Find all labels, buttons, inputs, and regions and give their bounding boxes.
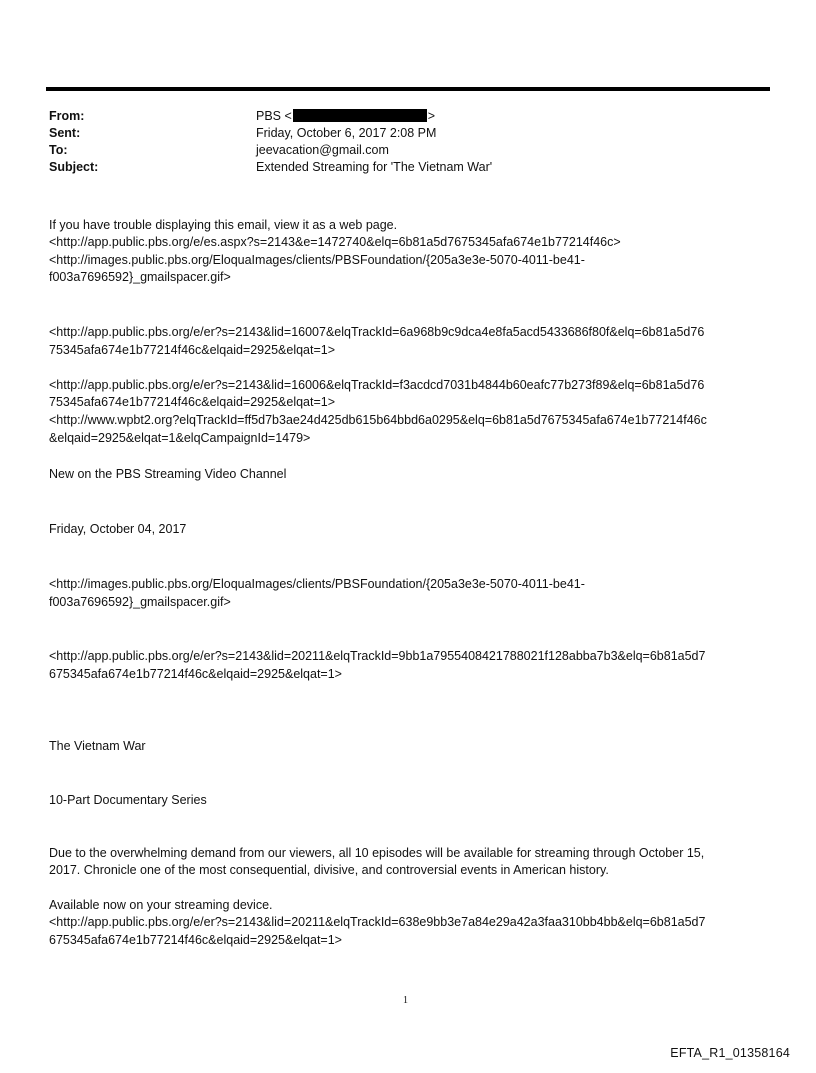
available-now-text: Available now on your streaming device. (49, 898, 273, 912)
from-label: From: (49, 109, 85, 123)
redaction-bar (293, 109, 427, 122)
spacer-image-link-2-line-1[interactable]: <http://images.public.pbs.org/EloquaImages/clients/PBSFoundation/{205a3e3e-5070-4011-be41- (49, 577, 585, 591)
from-row (49, 108, 769, 125)
description-line-1: Due to the overwhelming demand from our viewers, all 10 episodes will be available for streaming through October 15, (49, 846, 705, 860)
from-prefix: PBS < (256, 109, 292, 123)
series-subtitle: 10-Part Documentary Series (49, 793, 207, 807)
tracking-link-16006-line-2[interactable]: 75345afa674e1b77214f46c&elqaid=2925&elqat=1> (49, 395, 336, 409)
sent-row (49, 125, 769, 142)
channel-heading: New on the PBS Streaming Video Channel (49, 467, 287, 481)
from-value (256, 108, 435, 125)
date-line: Friday, October 04, 2017 (49, 522, 187, 536)
email-header (49, 108, 769, 176)
tracking-link-20211a-line-1[interactable]: <http://app.public.pbs.org/e/er?s=2143&lid=20211&elqTrackId=9bb1a7955408421788021f128abba7b3&elq=6b81a5d7 (49, 649, 706, 663)
sent-value: Friday, October 6, 2017 2:08 PM (256, 126, 437, 140)
sent-label: Sent: (49, 126, 81, 140)
subject-row (49, 159, 769, 176)
webpage-link[interactable]: <http://app.public.pbs.org/e/es.aspx?s=2143&e=1472740&elq=6b81a5d7675345afa674e1b77214f46c> (49, 235, 621, 249)
tracking-link-20211b-line-1[interactable]: <http://app.public.pbs.org/e/er?s=2143&lid=20211&elqTrackId=638e9bb3e7a84e29a42a3faa310bb4bb&elq=6b81a5d7 (49, 915, 706, 929)
to-value: jeevacation@gmail.com (256, 143, 389, 157)
subject-label: Subject: (49, 160, 99, 174)
tracking-link-20211b-line-2[interactable]: 675345afa674e1b77214f46c&elqaid=2925&elqat=1> (49, 933, 342, 947)
show-title: The Vietnam War (49, 739, 146, 753)
wpbt2-link-line-2[interactable]: &elqaid=2925&elqat=1&elqCampaignId=1479> (49, 431, 311, 445)
description-line-2: 2017. Chronicle one of the most consequential, divisive, and controversial events in American history. (49, 863, 609, 877)
spacer-image-link-1-line-2[interactable]: f003a7696592}_gmailspacer.gif> (49, 270, 231, 284)
tracking-link-16007-line-1[interactable]: <http://app.public.pbs.org/e/er?s=2143&lid=16007&elqTrackId=6a968b9c9dca4e8fa5acd5433686f80f&elq=6b81a5d76 (49, 325, 705, 339)
header-rule (46, 87, 770, 91)
spacer-image-link-2-line-2[interactable]: f003a7696592}_gmailspacer.gif> (49, 595, 231, 609)
intro-text: If you have trouble displaying this email, view it as a web page. (49, 218, 398, 232)
spacer-image-link-1-line-1[interactable]: <http://images.public.pbs.org/EloquaImages/clients/PBSFoundation/{205a3e3e-5070-4011-be41- (49, 253, 585, 267)
tracking-link-16007-line-2[interactable]: 75345afa674e1b77214f46c&elqaid=2925&elqat=1> (49, 343, 336, 357)
to-row (49, 142, 769, 159)
to-label: To: (49, 143, 68, 157)
page-number: 1 (403, 995, 408, 1006)
tracking-link-16006-line-1[interactable]: <http://app.public.pbs.org/e/er?s=2143&lid=16006&elqTrackId=f3acdcd7031b4844b60eafc77b273f89&elq=6b81a5d76 (49, 378, 705, 392)
wpbt2-link-line-1[interactable]: <http://www.wpbt2.org?elqTrackId=ff5d7b3ae24d425db615b64bbd6a0295&elq=6b81a5d7675345afa674e1b77214f46c (49, 413, 707, 427)
tracking-link-20211a-line-2[interactable]: 675345afa674e1b77214f46c&elqaid=2925&elqat=1> (49, 667, 342, 681)
from-suffix: > (427, 109, 436, 123)
bates-number: EFTA_R1_01358164 (670, 1046, 790, 1060)
subject-value: Extended Streaming for 'The Vietnam War' (256, 160, 493, 174)
